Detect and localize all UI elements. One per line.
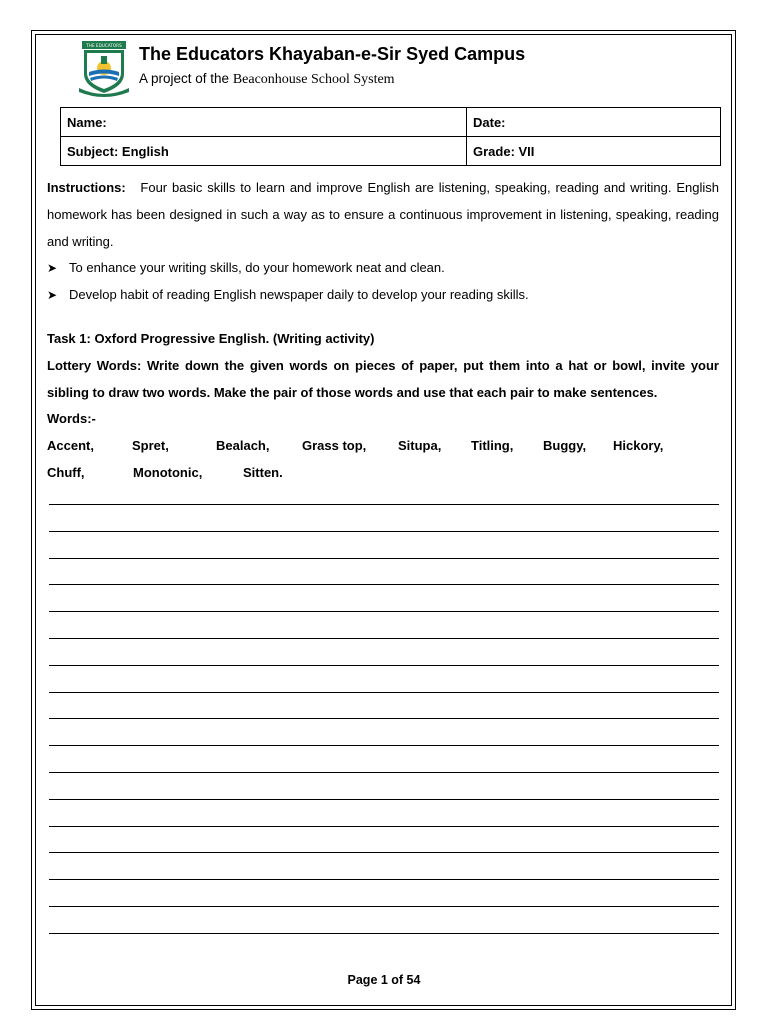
bullet-item bbox=[47, 254, 445, 282]
writing-line bbox=[49, 638, 719, 639]
page-number: Page 1 of 54 bbox=[347, 973, 421, 987]
arrow-bullet-icon: ➤ bbox=[47, 288, 58, 302]
writing-line bbox=[49, 799, 719, 800]
words-label: Words:- bbox=[47, 411, 96, 426]
writing-line bbox=[49, 745, 719, 746]
instructions-label: Instructions: bbox=[47, 180, 126, 195]
word-item: Accent, bbox=[47, 438, 94, 453]
word-item: Monotonic, bbox=[133, 465, 203, 480]
word-item: Spret, bbox=[132, 438, 169, 453]
logo-text: THE EDUCATORS bbox=[86, 43, 122, 48]
writing-line bbox=[49, 558, 719, 559]
writing-line bbox=[49, 906, 719, 907]
writing-line bbox=[49, 611, 719, 612]
school-crest-logo bbox=[75, 40, 133, 98]
word-item: Sitten. bbox=[243, 465, 283, 480]
writing-line bbox=[49, 852, 719, 853]
writing-line bbox=[49, 879, 719, 880]
writing-line bbox=[49, 692, 719, 693]
writing-line bbox=[49, 665, 719, 666]
word-item: Titling, bbox=[471, 438, 514, 453]
writing-line bbox=[49, 504, 719, 505]
arrow-bullet-icon: ➤ bbox=[47, 261, 58, 275]
word-item: Situpa, bbox=[398, 438, 442, 453]
subtitle-prefix: A project of the bbox=[139, 71, 233, 86]
instructions-text: Four basic skills to learn and improve English are listening, speaking, reading and writing. English homework has been designed in such a way as to ensure a continuous improvement in listening, speaking, reading and writing. bbox=[47, 180, 719, 249]
school-name: The Educators Khayaban-e-Sir Syed Campus bbox=[139, 44, 526, 64]
word-item: Buggy, bbox=[543, 438, 587, 453]
writing-line bbox=[49, 584, 719, 585]
bullet-item bbox=[47, 281, 529, 309]
instructions-paragraph bbox=[47, 174, 719, 255]
writing-line bbox=[49, 772, 719, 773]
word-item: Grass top, bbox=[302, 438, 367, 453]
word-item: Hickory, bbox=[613, 438, 664, 453]
word-item: Bealach, bbox=[216, 438, 270, 453]
task-title: Task 1: Oxford Progressive English. (Writing activity) bbox=[47, 331, 375, 346]
student-info-table bbox=[60, 107, 721, 166]
subject-field: Subject: English bbox=[61, 137, 467, 166]
bullet-text: To enhance your writing skills, do your homework neat and clean. bbox=[69, 260, 445, 275]
writing-line bbox=[49, 718, 719, 719]
date-field: Date: bbox=[467, 108, 721, 137]
task-description: Lottery Words: Write down the given words on pieces of paper, put them into a hat or bowl, invite your sibling to draw two words. Make the pair of those words and use that each pair to make sentences. bbox=[47, 358, 719, 400]
writing-line bbox=[49, 531, 719, 532]
writing-line bbox=[49, 933, 719, 934]
bullet-text: Develop habit of reading English newspaper daily to develop your reading skills. bbox=[69, 287, 529, 302]
grade-field: Grade: VII bbox=[467, 137, 721, 166]
name-field: Name: bbox=[61, 108, 467, 137]
school-subtitle bbox=[139, 71, 395, 88]
writing-line bbox=[49, 826, 719, 827]
word-item: Chuff, bbox=[47, 465, 85, 480]
subtitle-org: Beaconhouse School System bbox=[232, 72, 395, 87]
